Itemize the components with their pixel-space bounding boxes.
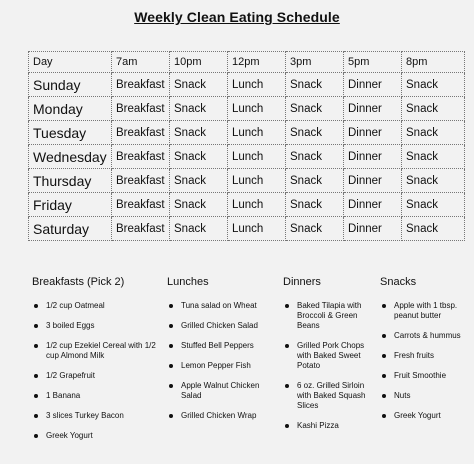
meal-cell: Lunch [228,193,286,217]
list-item [167,341,279,351]
list-item-text: Kashi Pizza [297,421,339,430]
page-title: Weekly Clean Eating Schedule [134,9,340,25]
bullet-icon [382,374,386,378]
meal-cell: Snack [402,145,465,169]
table-row [29,193,465,217]
list-item-text: Tuna salad on Wheat [181,301,257,310]
lunches-heading: Lunches [167,276,209,288]
header-cell: 8pm [402,52,465,73]
meal-cell: Snack [402,121,465,145]
list-item [283,341,378,371]
bullet-icon [34,304,38,308]
meal-cell: Snack [286,97,344,121]
meal-cell: Dinner [344,217,402,241]
bullet-icon [382,334,386,338]
meal-cell: Dinner [344,73,402,97]
bullet-icon [34,344,38,348]
list-item [283,421,378,431]
list-item-text: 1/2 cup Ezekiel Cereal with 1/2 cup Almond Milk [46,341,156,360]
meal-cell: Snack [402,97,465,121]
schedule-table [28,51,465,241]
meal-cell: Dinner [344,97,402,121]
meal-cell: Dinner [344,169,402,193]
table-row [29,145,465,169]
meal-cell: Snack [170,169,228,193]
list-item-text: 3 boiled Eggs [46,321,95,330]
list-item [167,361,279,371]
meal-cell: Lunch [228,169,286,193]
header-cell: 10pm [170,52,228,73]
meal-cell: Dinner [344,193,402,217]
meal-cell: Snack [170,145,228,169]
list-item-text: 1 Banana [46,391,81,400]
header-cell: Day [29,52,112,73]
lunches-list [167,276,279,431]
list-item [32,301,157,311]
list-item [167,301,279,311]
bullet-icon [382,354,386,358]
list-item [167,411,279,421]
list-item-text: Baked Tilapia with Broccoli & Green Beans [297,301,362,330]
day-cell: Thursday [29,169,112,193]
breakfasts-items [32,301,157,441]
meal-cell: Snack [286,169,344,193]
list-item [32,391,157,401]
meal-cell: Snack [170,121,228,145]
bullet-icon [169,324,173,328]
meal-cell: Lunch [228,145,286,169]
list-item [380,331,472,341]
meal-cell: Snack [286,145,344,169]
meal-cell: Snack [170,97,228,121]
day-cell: Monday [29,97,112,121]
meal-cell: Breakfast [112,73,170,97]
meal-cell: Snack [170,193,228,217]
list-item-text: Apple Walnut Chicken Salad [181,381,260,400]
meal-cell: Snack [402,169,465,193]
lunches-items [167,301,279,421]
bullet-icon [169,344,173,348]
header-cell: 5pm [344,52,402,73]
list-item [380,411,472,421]
meal-cell: Snack [402,193,465,217]
list-item-text: Greek Yogurt [394,411,441,420]
meal-cell: Snack [286,73,344,97]
bullet-icon [285,424,289,428]
list-item-text: Grilled Chicken Salad [181,321,258,330]
list-item [167,381,279,401]
list-item-text: Grilled Pork Chops with Baked Sweet Potato [297,341,365,370]
bullet-icon [169,414,173,418]
meal-cell: Lunch [228,97,286,121]
bullet-icon [285,304,289,308]
list-item-text: Lemon Pepper Fish [181,361,251,370]
breakfasts-list [32,276,157,451]
list-item [32,431,157,441]
header-cell: 12pm [228,52,286,73]
bullet-icon [169,304,173,308]
list-item [32,321,157,331]
bullet-icon [382,414,386,418]
bullet-icon [382,394,386,398]
list-item-text: Fruit Smoothie [394,371,447,380]
meal-cell: Breakfast [112,97,170,121]
breakfasts-heading: Breakfasts (Pick 2) [32,276,125,288]
bullet-icon [34,324,38,328]
list-item-text: Grilled Chicken Wrap [181,411,257,420]
list-item [167,321,279,331]
meal-cell: Lunch [228,217,286,241]
meal-cell: Lunch [228,121,286,145]
snacks-items [380,301,472,421]
bullet-icon [34,394,38,398]
table-row [29,97,465,121]
bullet-icon [34,374,38,378]
day-cell: Tuesday [29,121,112,145]
bullet-icon [34,434,38,438]
table-row [29,121,465,145]
list-item [380,301,472,321]
list-item-text: Nuts [394,391,411,400]
dinners-heading: Dinners [283,276,321,288]
meal-cell: Snack [286,217,344,241]
dinners-items [283,301,378,431]
meal-cell: Snack [286,193,344,217]
meal-cell: Breakfast [112,193,170,217]
bullet-icon [382,304,386,308]
table-row [29,73,465,97]
meal-cell: Dinner [344,145,402,169]
dinners-list [283,276,378,441]
list-item-text: Carrots & hummus [394,331,461,340]
bullet-icon [285,344,289,348]
meal-cell: Snack [402,217,465,241]
meal-cell: Dinner [344,121,402,145]
list-item [380,391,472,401]
meal-cell: Breakfast [112,169,170,193]
table-row [29,217,465,241]
list-item [32,411,157,421]
list-item [380,351,472,361]
header-cell: 3pm [286,52,344,73]
meal-cell: Lunch [228,73,286,97]
day-cell: Friday [29,193,112,217]
header-cell: 7am [112,52,170,73]
list-item-text: Greek Yogurt [46,431,93,440]
list-item [283,381,378,411]
snacks-heading: Snacks [380,276,417,288]
meal-cell: Breakfast [112,145,170,169]
table-header-row [29,52,465,73]
meal-cell: Snack [170,217,228,241]
list-item-text: 1/2 cup Oatmeal [46,301,105,310]
meal-cell: Breakfast [112,217,170,241]
bullet-icon [169,364,173,368]
list-item [32,371,157,381]
list-item-text: 1/2 Grapefruit [46,371,95,380]
list-item-text: 6 oz. Grilled Sirloin with Baked Squash Slices [297,381,366,410]
list-item-text: Fresh fruits [394,351,435,360]
bullet-icon [285,384,289,388]
list-item-text: Apple with 1 tbsp. peanut butter [394,301,458,320]
list-item [32,341,157,361]
bullet-icon [34,414,38,418]
meal-cell: Breakfast [112,121,170,145]
meal-cell: Snack [286,121,344,145]
meal-cell: Snack [402,73,465,97]
day-cell: Sunday [29,73,112,97]
list-item-text: 3 slices Turkey Bacon [46,411,124,420]
list-item-text: Stuffed Bell Peppers [181,341,254,350]
day-cell: Saturday [29,217,112,241]
table-row [29,169,465,193]
list-item [283,301,378,331]
meal-cell: Snack [170,73,228,97]
bullet-icon [169,384,173,388]
list-item [380,371,472,381]
snacks-list [380,276,472,431]
day-cell: Wednesday [29,145,112,169]
